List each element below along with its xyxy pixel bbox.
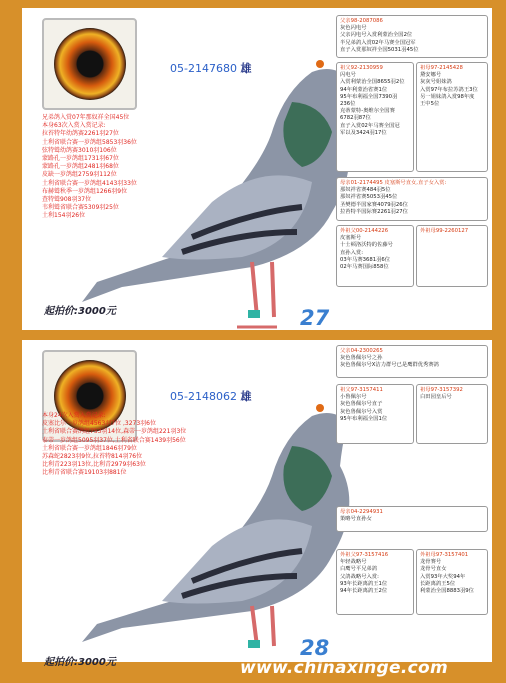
pigeon-photo bbox=[62, 396, 352, 666]
starting-price: 起拍价:3000元 bbox=[44, 657, 116, 668]
race-record: 兄弟鸽入赏07年那奴祥全国45位 本身63次入赏入赏记录: 拉苔特年幼鸽赛2261羽27位 土利省联合赛一岁鸽组5853羽36位 弦特鹫幼鸽赛3010羽106位 蒙路孔一岁鸽组1731羽67位 蒙路孔一岁鸽组2481羽68位 皮缺一岁鸽组2759羽112位 土利省联合赛一岁鸽组4143羽33位 布赫鹫秋季一岁鸽组1266羽9位 查特鹫908羽37位 韦利鹫省联合赛5309羽25位 土利154羽26位 bbox=[42, 114, 137, 220]
maternal-grandmother-box: 外祖母99-2260127 bbox=[416, 225, 488, 287]
grandmother-box: 祖母97-2145428 黛安娜号 灰灰号姐妹鸽 入赏97年布拉苏鸽王3位 另一姐妹鸽入赏98年度 王中5位 bbox=[416, 62, 488, 172]
pigeon-photo bbox=[62, 42, 352, 342]
watermark: www.chinaxinge.com bbox=[240, 658, 448, 678]
father-box: 父亲98-2087086 灰色闪电号 父亲闪电号入赏利蒙治全国2位 半兄弟鸽入赏02年马赛全国冠军 直子入赏那奴祥全国5031羽45位 bbox=[336, 15, 488, 58]
maternal-grandfather-box: 外祖父00-2144226 皮塞斯号 十士顿洛沃特的佐藤号 直孙入赏: 03年马赛3681羽6位 02年马赛国际858位 bbox=[336, 225, 414, 287]
maternal-grandmother-box: 外祖母97-3157401 龙骨赛号 龙骨号直女 入赏93年大奖94年 长距离鸽王5位 利蒙治全国8883羽9位 bbox=[416, 549, 488, 615]
ring-number: 05-2147680 雄 bbox=[170, 62, 252, 75]
maternal-grandfather-box: 外祖父97-3157416 年轻战略号 白鹰号平兄弟鸽 父鸽战略号入赏: 93年长距离鸽王1位 94年长距离鸽王2位 bbox=[336, 549, 414, 615]
grandfather-box: 祖父92-2130959 闪电号 入赏利蒙治全国8655羽2位 94年利蒙治省赛1位 95年布利福全国7390羽 236位 克蒂蒙特-奥维尔全国赛 6782羽87位 直子入赏02年马赛全国冠 军以及3424羽17位 bbox=[336, 62, 414, 172]
race-record: 本身24次入赏入赏记录: 皮塞比尔一岁鸽组4563羽7位 ,3273羽6位 土利省联合赛鸽组753羽14位,森蒂一岁鸽组221羽3位 泰蒂一岁鸽组5095羽37位,土利省联合赛1439羽56位 土利省联合赛一岁鸽组1846羽79位 苏森蛇2823羽9位,拉苔特814羽76位 比利青223羽13位,比利青2979羽63位 比利青省联合赛19103羽881位 bbox=[42, 412, 187, 477]
father-box: 父亲04-2300265 灰色鲁佩尔号之孙 灰色鲁佩尔号X洁力群号已是鹰群优秀赛鸽 bbox=[336, 345, 488, 378]
lot-number: 28 bbox=[300, 636, 330, 660]
grandfather-box: 祖父97-3157411 小鲁佩尔号 灰色鲁佩尔号直子 灰色鲁佩尔号入赏 95年布利福全国1位 bbox=[336, 384, 414, 444]
lot-number: 27 bbox=[300, 306, 330, 330]
grandmother-box: 祖母97-3157392 白田园皇后号 bbox=[416, 384, 488, 444]
bird-panel-27 bbox=[22, 8, 492, 330]
starting-price: 起拍价:3000元 bbox=[44, 306, 116, 317]
ring-number: 05-2148062 雄 bbox=[170, 390, 252, 403]
mother-box: 母亲04-2294931 策略号直孙女 bbox=[336, 506, 488, 532]
mother-box: 母亲01-2174495 皮塞斯号直女,直子女入赏: 那奴祥省赛484羽5位 那奴祥省赛5053羽45位 圣樊德半国家赛4079羽26位 拉苔特半国际赛2261羽27位 bbox=[336, 177, 488, 221]
